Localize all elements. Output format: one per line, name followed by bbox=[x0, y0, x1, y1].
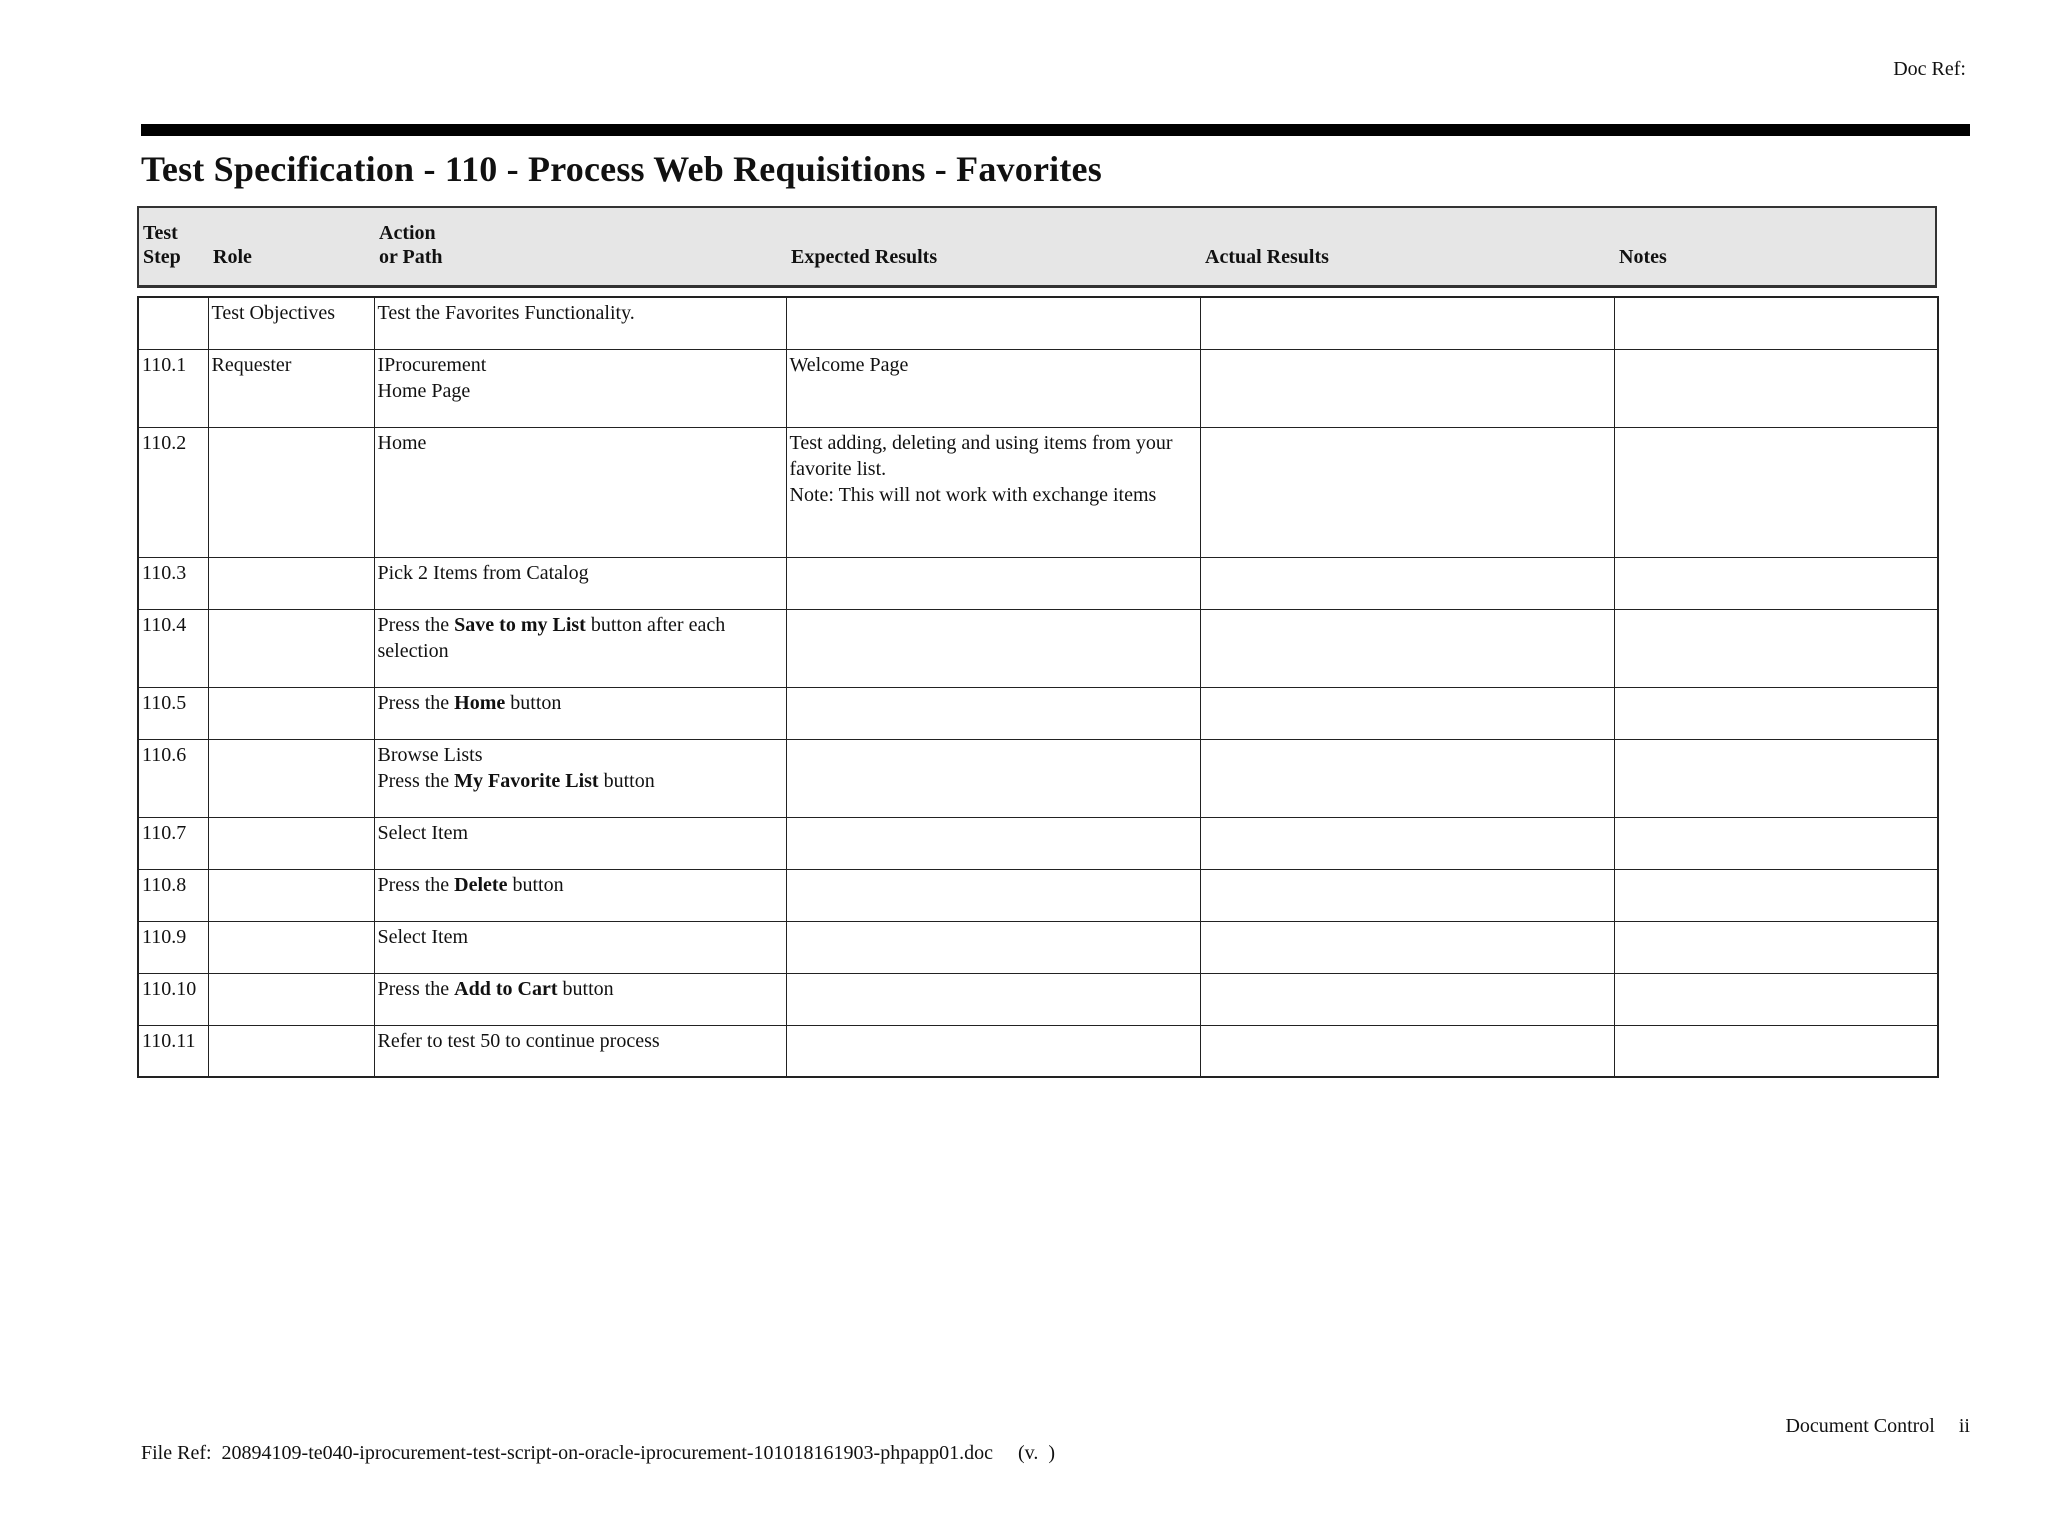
action-text: Browse Lists bbox=[377, 743, 483, 766]
expected-line: Note: This will not work with exchange items bbox=[789, 483, 1157, 506]
column-header-action: Action or Path bbox=[379, 222, 443, 268]
cell-notes bbox=[1614, 687, 1938, 739]
cell-expected-results bbox=[786, 817, 1200, 869]
cell-action bbox=[374, 687, 786, 739]
button-name: My Favorite List bbox=[454, 769, 599, 792]
action-text: button bbox=[598, 769, 655, 792]
cell-notes bbox=[1614, 921, 1938, 973]
cell-actual-results bbox=[1200, 427, 1614, 557]
cell-role bbox=[208, 427, 374, 557]
action-text: button bbox=[507, 873, 564, 896]
table-row bbox=[138, 349, 1938, 427]
table-row bbox=[138, 1025, 1938, 1077]
action-text: button bbox=[557, 977, 614, 1000]
action-text: Press the bbox=[377, 613, 455, 636]
cell-role bbox=[208, 869, 374, 921]
cell-expected-results bbox=[786, 557, 1200, 609]
cell-test-step: 110.10 bbox=[138, 973, 208, 1025]
cell-test-step: 110.1 bbox=[138, 349, 208, 427]
cell-expected-results bbox=[786, 973, 1200, 1025]
expected-line: Welcome Page bbox=[789, 353, 909, 376]
expected-line: Test adding, deleting and using items from your favorite list. bbox=[789, 431, 1173, 480]
cell-test-step: 110.9 bbox=[138, 921, 208, 973]
cell-actual-results bbox=[1200, 557, 1614, 609]
action-text: Press the bbox=[377, 769, 455, 792]
cell-test-step: 110.7 bbox=[138, 817, 208, 869]
action-text: Select Item bbox=[377, 925, 469, 948]
cell-test-step: 110.8 bbox=[138, 869, 208, 921]
cell-action bbox=[374, 609, 786, 687]
table-row bbox=[138, 609, 1938, 687]
page-number: ii bbox=[1958, 1415, 1970, 1437]
action-text: Press the bbox=[377, 873, 455, 896]
cell-action bbox=[374, 349, 786, 427]
action-text: Home bbox=[377, 431, 427, 454]
cell-actual-results bbox=[1200, 609, 1614, 687]
cell-action bbox=[374, 739, 786, 817]
cell-role bbox=[208, 687, 374, 739]
cell-expected-results bbox=[786, 869, 1200, 921]
table-row bbox=[138, 687, 1938, 739]
cell-actual-results bbox=[1200, 739, 1614, 817]
cell-action bbox=[374, 1025, 786, 1077]
cell-expected-results bbox=[786, 349, 1200, 427]
cell-notes bbox=[1614, 427, 1938, 557]
button-name: Delete bbox=[454, 873, 508, 896]
cell-role bbox=[208, 817, 374, 869]
button-name: Home bbox=[454, 691, 506, 714]
cell-expected-results bbox=[786, 427, 1200, 557]
page-title: Test Specification - 110 - Process Web Requisitions - Favorites bbox=[141, 149, 1102, 189]
cell-action bbox=[374, 297, 786, 349]
action-text: Refer to test 50 to continue process bbox=[377, 1029, 660, 1052]
action-text: Home Page bbox=[377, 379, 471, 402]
cell-role bbox=[208, 1025, 374, 1077]
cell-role bbox=[208, 921, 374, 973]
cell-test-step: 110.3 bbox=[138, 557, 208, 609]
cell-actual-results bbox=[1200, 1025, 1614, 1077]
table-row bbox=[138, 297, 1938, 349]
cell-expected-results bbox=[786, 297, 1200, 349]
test-steps-table bbox=[137, 296, 1939, 1078]
action-text: IProcurement bbox=[377, 353, 487, 376]
footer-section bbox=[1785, 1415, 1970, 1438]
cell-expected-results bbox=[786, 921, 1200, 973]
table-row bbox=[138, 427, 1938, 557]
cell-role bbox=[208, 973, 374, 1025]
cell-actual-results bbox=[1200, 973, 1614, 1025]
cell-actual-results bbox=[1200, 349, 1614, 427]
cell-test-step: 110.5 bbox=[138, 687, 208, 739]
column-header-actual-results: Actual Results bbox=[1205, 246, 1329, 268]
cell-role bbox=[208, 609, 374, 687]
cell-notes bbox=[1614, 739, 1938, 817]
table-header bbox=[137, 206, 1937, 288]
cell-expected-results bbox=[786, 739, 1200, 817]
file-ref: File Ref: 20894109-te040-iprocurement-test-script-on-oracle-iprocurement-101018161903-phpapp01.doc (v. ) bbox=[141, 1442, 1055, 1464]
cell-actual-results bbox=[1200, 921, 1614, 973]
cell-expected-results bbox=[786, 687, 1200, 739]
cell-action bbox=[374, 817, 786, 869]
column-header-test-step: Test Step bbox=[143, 222, 181, 268]
cell-notes bbox=[1614, 973, 1938, 1025]
cell-notes bbox=[1614, 1025, 1938, 1077]
column-header-notes: Notes bbox=[1619, 246, 1667, 268]
cell-notes bbox=[1614, 557, 1938, 609]
table-row bbox=[138, 557, 1938, 609]
cell-action bbox=[374, 427, 786, 557]
cell-notes bbox=[1614, 609, 1938, 687]
cell-role: Requester bbox=[208, 349, 374, 427]
action-text: Press the bbox=[377, 977, 455, 1000]
cell-actual-results bbox=[1200, 297, 1614, 349]
cell-notes bbox=[1614, 869, 1938, 921]
doc-ref-label: Doc Ref: bbox=[1893, 58, 1966, 80]
footer-section-label: Document Control bbox=[1785, 1415, 1935, 1437]
cell-test-step: 110.4 bbox=[138, 609, 208, 687]
cell-action bbox=[374, 973, 786, 1025]
cell-actual-results bbox=[1200, 687, 1614, 739]
cell-actual-results bbox=[1200, 869, 1614, 921]
action-text: button after each selection bbox=[377, 613, 726, 662]
header-rule bbox=[141, 124, 1970, 136]
cell-expected-results bbox=[786, 609, 1200, 687]
button-name: Add to Cart bbox=[454, 977, 558, 1000]
cell-action bbox=[374, 921, 786, 973]
cell-role: Test Objectives bbox=[208, 297, 374, 349]
cell-test-step bbox=[138, 297, 208, 349]
action-text: button bbox=[505, 691, 562, 714]
action-text: Test the Favorites Functionality. bbox=[377, 302, 635, 324]
column-header-role: Role bbox=[213, 246, 252, 268]
cell-test-step: 110.2 bbox=[138, 427, 208, 557]
cell-action bbox=[374, 557, 786, 609]
cell-expected-results bbox=[786, 1025, 1200, 1077]
cell-test-step: 110.6 bbox=[138, 739, 208, 817]
cell-notes bbox=[1614, 297, 1938, 349]
action-text: Select Item bbox=[377, 821, 469, 844]
table-row bbox=[138, 973, 1938, 1025]
cell-test-step: 110.11 bbox=[138, 1025, 208, 1077]
cell-notes bbox=[1614, 817, 1938, 869]
cell-role bbox=[208, 739, 374, 817]
table-row bbox=[138, 739, 1938, 817]
button-name: Save to my List bbox=[454, 613, 586, 636]
cell-actual-results bbox=[1200, 817, 1614, 869]
action-text: Press the bbox=[377, 691, 455, 714]
table-row bbox=[138, 869, 1938, 921]
column-header-expected-results: Expected Results bbox=[791, 246, 938, 268]
action-text: Pick 2 Items from Catalog bbox=[377, 561, 589, 584]
cell-role bbox=[208, 557, 374, 609]
table-row bbox=[138, 817, 1938, 869]
cell-notes bbox=[1614, 349, 1938, 427]
cell-action bbox=[374, 869, 786, 921]
table-row bbox=[138, 921, 1938, 973]
